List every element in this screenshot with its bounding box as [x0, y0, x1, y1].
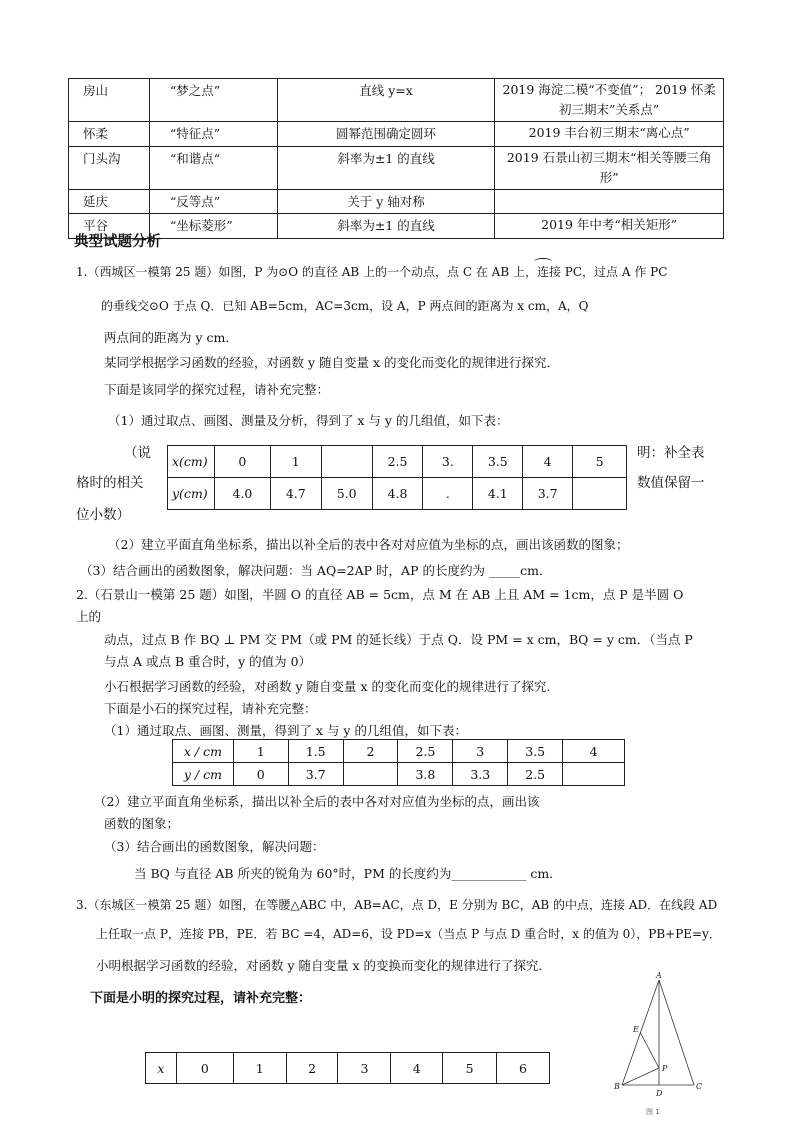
district-cell: 延庆: [69, 190, 150, 214]
q1-y-value: 4.8: [372, 478, 423, 510]
q3-x-value: 2: [286, 1053, 338, 1084]
summary-row: [69, 79, 724, 122]
summary-row: [69, 147, 724, 190]
label-c: C: [696, 1082, 703, 1091]
q1-y-value: 5.0: [321, 478, 372, 510]
q2-step3b: 当 BQ 与直径 AB 所夹的锐角为 60°时，PM 的长度约为____________ cm．: [134, 866, 562, 881]
q2-x-value: 1: [233, 740, 288, 763]
q3-line1: 3.（东城区一模第 25 题）如图，在等腰△ABC 中，AB=AC，点 D，E 分别为 BC，AB 的中点，连接 AD．在线段 AD: [76, 898, 718, 912]
q2-line2: 动点，过点 B 作 BQ ⊥ PM 交 PM（或 PM 的延长线）于点 Q．设 PM = x cm，BQ = y cm．（当点 P: [104, 632, 693, 647]
q2-x-value: 3.5: [508, 740, 563, 763]
q3-x-value: 0: [176, 1053, 233, 1084]
concept-name-cell: “梦之点”: [149, 79, 277, 122]
q2-value-table: [172, 739, 625, 786]
q2-step2a: （2）建立平面直角坐标系，描出以补全后的表中各对对应值为坐标的点，画出该: [94, 794, 540, 809]
q1-value-table: [167, 445, 627, 510]
q1-y-label: y(cm): [168, 478, 215, 510]
q3-line2: 上任取一点 P，连接 PB，PE．若 BC =4，AD=6，设 PD=x（当点 P 与点 D 重合时，x 的值为 0），PB+PE=y．: [96, 927, 721, 941]
summary-table: [68, 78, 724, 239]
q2-y-value: 3.7: [288, 763, 343, 786]
feature-cell: 斜率为±1 的直线: [277, 147, 495, 190]
q3-x-value: 4: [391, 1053, 443, 1084]
related-exam-cell: 2019 海淀二模“不变值”； 2019 怀柔初三期末”关系点”: [495, 79, 724, 122]
q2-x-value: 4: [563, 740, 625, 763]
label-e: E: [633, 1025, 639, 1034]
q3-triangle-figure: [610, 970, 710, 1120]
related-exam-cell: [495, 190, 724, 214]
summary-row: [69, 214, 724, 239]
q3-line4: 下面是小明的探究过程，请补充完整：: [90, 991, 312, 1006]
q2-line5: 下面是小石的探究过程，请补充完整：: [104, 701, 317, 716]
q3-x-value: 6: [497, 1053, 550, 1084]
feature-cell: 斜率为±1 的直线: [277, 214, 495, 239]
q1-note-left-1: （说: [124, 445, 151, 461]
q2-step2b: 函数的图象；: [104, 816, 180, 831]
segment-pb: [622, 1068, 659, 1085]
q1-line5: 下面是该同学的探究过程，请补充完整：: [104, 382, 330, 397]
q2-x-value: 2.5: [398, 740, 453, 763]
q1-y-value: 3.7: [523, 478, 573, 510]
label-a: A: [656, 971, 662, 980]
q1-x-value: [321, 446, 372, 478]
q2-x-value: 1.5: [288, 740, 343, 763]
figure-caption: 图 1: [646, 1108, 660, 1116]
related-exam-cell: 2019 年中考“相关矩形”: [495, 214, 724, 239]
q1-x-label: x(cm): [168, 446, 215, 478]
q1-line1: 1.（西城区一模第 25 题）如图，P 为⊙O 的直径 AB 上的一个动点，点 C 在 AB 上，连接 PC，过点 A 作 PC: [76, 265, 668, 279]
q1-x-value: 2.5: [372, 446, 423, 478]
q3-value-table: [145, 1052, 550, 1084]
q2-step1: （1）通过取点、画图、测量，得到了 x 与 y 的几组值，如下表：: [104, 723, 467, 738]
district-cell: 怀柔: [69, 122, 150, 147]
q3-x-label: x: [146, 1053, 177, 1084]
q3-line3: 小明根据学习函数的经验，对函数 y 随自变量 x 的变换而变化的规律进行了探究．: [96, 958, 552, 973]
concept-name-cell: “特征点”: [149, 122, 277, 147]
q2-y-label: y / cm: [173, 763, 234, 786]
q1-note-right-1: 明：补全表: [637, 445, 705, 461]
q2-y-value: 3.3: [453, 763, 508, 786]
label-p: P: [662, 1064, 668, 1073]
q1-x-value: 1: [270, 446, 321, 478]
q3-x-value: 3: [338, 1053, 391, 1084]
q1-x-row: [168, 446, 627, 478]
district-cell: 门头沟: [69, 147, 150, 190]
feature-cell: 关于 y 轴对称: [277, 190, 495, 214]
q1-note-left-3: 位小数）: [76, 507, 130, 523]
concept-name-cell: “反等点”: [149, 190, 277, 214]
feature-cell: 直线 y=x: [277, 79, 495, 122]
q2-line1b: 上的: [76, 609, 102, 624]
summary-row: [69, 190, 724, 214]
q1-y-value: 4.7: [270, 478, 321, 510]
concept-name-cell: “坐标菱形”: [149, 214, 277, 239]
q1-line3: 两点间的距离为 y cm．: [104, 330, 238, 345]
q2-y-value: 2.5: [508, 763, 563, 786]
q1-note-left-2: 格时的相关: [76, 475, 144, 491]
q1-x-value: 0: [214, 446, 270, 478]
q2-y-value: 0: [233, 763, 288, 786]
concept-name-cell: “和谐点“: [149, 147, 277, 190]
q2-line4: 小石根据学习函数的经验，对函数 y 随自变量 x 的变化而变化的规律进行了探究.: [104, 679, 551, 694]
label-d: D: [656, 1089, 663, 1098]
label-b: B: [614, 1082, 620, 1091]
related-exam-cell: 2019 石景山初三期末“相关等腰三角形”: [495, 147, 724, 190]
q1-line4: 某同学根据学习函数的经验，对函数 y 随自变量 x 的变化而变化的规律进行探究．: [104, 355, 560, 370]
q2-step3: （3）结合画出的函数图象，解决问题：: [104, 839, 325, 854]
q2-y-value: [563, 763, 625, 786]
district-cell: 房山: [69, 79, 150, 122]
q2-line3: 与点 A 或点 B 重合时，y 的值为 0）: [104, 654, 312, 669]
q3-x-value: 5: [443, 1053, 497, 1084]
related-exam-cell: 2019 丰台初三期末“离心点”: [495, 122, 724, 147]
q1-x-value: 3.: [423, 446, 473, 478]
summary-row: [69, 122, 724, 147]
q1-y-row: [168, 478, 627, 510]
q1-step2: （2）建立平面直角坐标系，描出以补全后的表中各对对应值为坐标的点，画出该函数的图象；: [108, 537, 629, 552]
q1-step1: （1）通过取点、画图、测量及分析，得到了 x 与 y 的几组值，如下表：: [108, 413, 509, 428]
q1-step3: （3）结合画出的函数图象，解决问题：当 AQ=2AP 时，AP 的长度约为 _____cm．: [80, 563, 552, 578]
q1-x-value: 4: [523, 446, 573, 478]
section-title: 典型试题分析: [74, 233, 161, 250]
q1-x-value: 3.5: [473, 446, 523, 478]
district-cell: 平谷: [69, 214, 150, 239]
q2-x-value: 2: [343, 740, 398, 763]
q3-x-row: [146, 1053, 550, 1084]
feature-cell: 圆幂范围确定圆环: [277, 122, 495, 147]
q2-y-row: [173, 763, 625, 786]
q2-line1: 2.（石景山一模第 25 题）如图，半圆 O 的直径 AB = 5cm，点 M 在 AB 上且 AM = 1cm，点 P 是半圆 O: [76, 587, 684, 602]
q2-x-value: 3: [453, 740, 508, 763]
q2-y-value: [343, 763, 398, 786]
q2-x-row: [173, 740, 625, 763]
arc-mark: [534, 258, 552, 265]
q1-x-value: 5: [573, 446, 627, 478]
q3-x-value: 1: [233, 1053, 286, 1084]
q1-line2: 的垂线交⊙O 于点 Q．已知 AB=5cm，AC=3cm，设 A，P 两点间的距离为 x cm，A，Q: [101, 299, 589, 313]
q1-y-value: 4.0: [214, 478, 270, 510]
q1-note-right-2: 数值保留一: [637, 475, 705, 491]
q2-x-label: x / cm: [173, 740, 234, 763]
q1-y-value: [573, 478, 627, 510]
q2-y-value: 3.8: [398, 763, 453, 786]
q1-y-value: .: [423, 478, 473, 510]
q1-y-value: 4.1: [473, 478, 523, 510]
segment-pe: [640, 1032, 659, 1068]
